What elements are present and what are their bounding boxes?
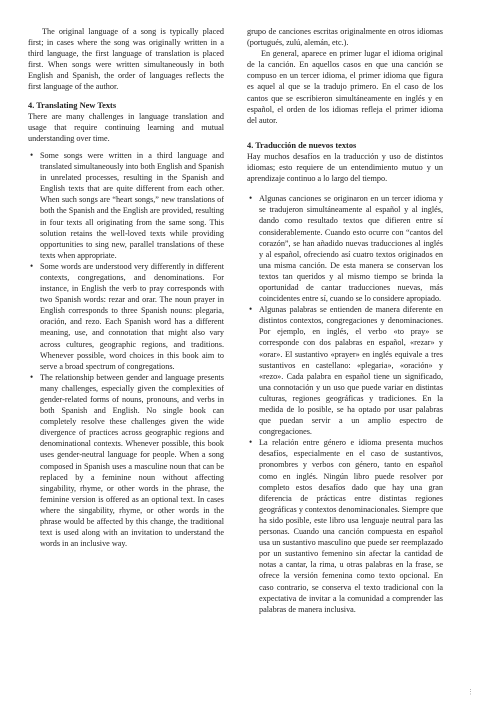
list-item — [28, 372, 224, 550]
margin-mark: ⋮ — [467, 688, 474, 696]
list-item-text: Algunas palabras se entienden de manera diferente en distintos contextos, congregaciones y denominaciones. Por ejemplo, en inglés, el verbo «to pray» se corresponde con dos palabras en español, «rezar» y «orar». El sustantivo «prayer» en inglés equivale a tres sustantivos en castellano: «plegaria», «oración» y «rezo». Cada palabra en español tiene un significado, una connotación y un uso que puede variar en distintas culturas, regiones geográficas y tradiciones. En la medida de lo posible, se ha optado por usar palabras que puedan servir a un amplio espectro de congregaciones. — [259, 305, 443, 437]
list-item-text: Some songs were written in a third language and translated simultaneously into both English and Spanish in unrelated processes, resulting in the Spanish and English texts that are quite different from each other. When such songs are “heart songs,” new translations of both the Spanish and the English are provided, resulting in four texts all originating from the same song. This solution retains the well-loved texts while providing opportunities to sing new, parallel translations of these texts when appropriate. — [40, 150, 224, 260]
list-item-text: La relación entre género e idioma presenta muchos desafíos, especialmente en el caso de sustantivos, pronombres y verbos con género, tanto en español como en inglés. Ningún libro puede resolver por completo estos desafíos dado que hay una gran diferencia de prácticas entre distintas regiones geográficas y contextos denominacionales. Siempre que ha sido posible, este libro usa lenguaje neutral para las personas. Cuando una canción compuesta en español usa un sustantivo masculino que puede ser reemplazado por un sustantivo femenino sin afectar la cantidad de notas a cantar, la rima, u otras palabras en la frase, se ofrece la versión femenina como texto opcional. En caso contrario, se conserva el texto tradicional con la expectativa de invitar a la comunidad a comprender las palabras de manera inclusiva. — [259, 438, 443, 614]
english-column — [28, 26, 224, 549]
spanish-column — [247, 26, 443, 615]
spanish-bullet-list — [247, 193, 443, 615]
spanish-section-heading: 4. Traducción de nuevos textos — [247, 140, 357, 150]
list-item-text: The relationship between gender and language presents many challenges, especially given the complexities of gender-related forms of nouns, pronouns, and verbs in both Spanish and English. No single book can completely resolve these challenges given the wide divergence of practices across geographic regions and denominational contexts. Whenever possible, this book uses gender-neutral language for people. When a song composed in Spanish uses a masculine noun that can be replaced by a feminine noun without affecting singability, rhyme, or other words in the phrase, the feminine version is offered as an optional text. In cases where the singability, rhyme, or other words in the phrase would be affected by this change, the traditional text is used along with an invitation to understand the words in an inclusive way. — [40, 372, 224, 549]
list-item — [28, 150, 224, 261]
bullet-icon: • — [249, 437, 253, 448]
spanish-intro-paragraph: En general, aparece en primer lugar el idioma original de la canción. En aquellos casos en que una canción se compuso en un tercer idioma, el primer idioma que figura es aquel al que se la tradujo primero. En el caso de los cantos que se escribieron simultáneamente en inglés y en español, el orden de los idiomas refleja el primer idioma del autor. — [247, 49, 443, 125]
bullet-icon: • — [30, 260, 34, 271]
english-bullet-list — [28, 150, 224, 549]
list-item — [28, 261, 224, 372]
english-intro-paragraph: The original language of a song is typically placed first; in cases where the song was originally written in a third language, the first language of translation is placed first. When songs were written simultaneously in both English and Spanish, the order of languages reflects the first language of the author. — [28, 27, 224, 92]
list-item-text: Algunas canciones se originaron en un tercer idioma y se tradujeron simultáneamente al español y al inglés, dando como resultado textos que difieren entre sí considerablemente. Cuando esto ocurre con “cantos del corazón”, se han añadido nuevas traducciones al inglés y al español, ofreciendo así cuatro textos originados en una misma canción. De esta manera se conservan los textos tan queridos y al mismo tiempo se brinda la oportunidad de cantar traducciones nuevas, más coincidentes entre sí, cuando se lo considere apropiado. — [259, 194, 443, 304]
english-section-heading: 4. Translating New Texts — [28, 100, 117, 110]
list-item — [247, 304, 443, 437]
bullet-icon: • — [30, 371, 34, 382]
spanish-section-intro: Hay muchos desafíos en la traducción y uso de distintos idiomas; esto requiere de un entendimiento mutuo y un aprendizaje continuo a lo largo del tiempo. — [247, 151, 443, 184]
english-section-intro: There are many challenges in language translation and usage that require continuing learning and mutual understanding over time. — [28, 111, 224, 143]
bullet-icon: • — [30, 149, 34, 160]
bullet-icon: • — [249, 193, 253, 204]
bullet-icon: • — [249, 304, 253, 315]
list-item-text: Some words are understood very differently in different contexts, congregations, and denominations. For instance, in English the verb to pray corresponds with two Spanish words: rezar and orar. The noun prayer in English corresponds to three Spanish nouns: plegaria, oración, and rezo. Each Spanish word has a different meaning, use, and connotation that might also vary across cultures, geographic regions, and traditions. Whenever possible, word choices in this book aim to serve a broad spectrum of congregations. — [40, 261, 224, 371]
list-item — [247, 193, 443, 304]
list-item — [247, 437, 443, 615]
spanish-intro-paragraph: grupo de canciones escritas originalmente en otros idiomas (portugués, zulú, alemán, etc.). — [247, 27, 443, 48]
